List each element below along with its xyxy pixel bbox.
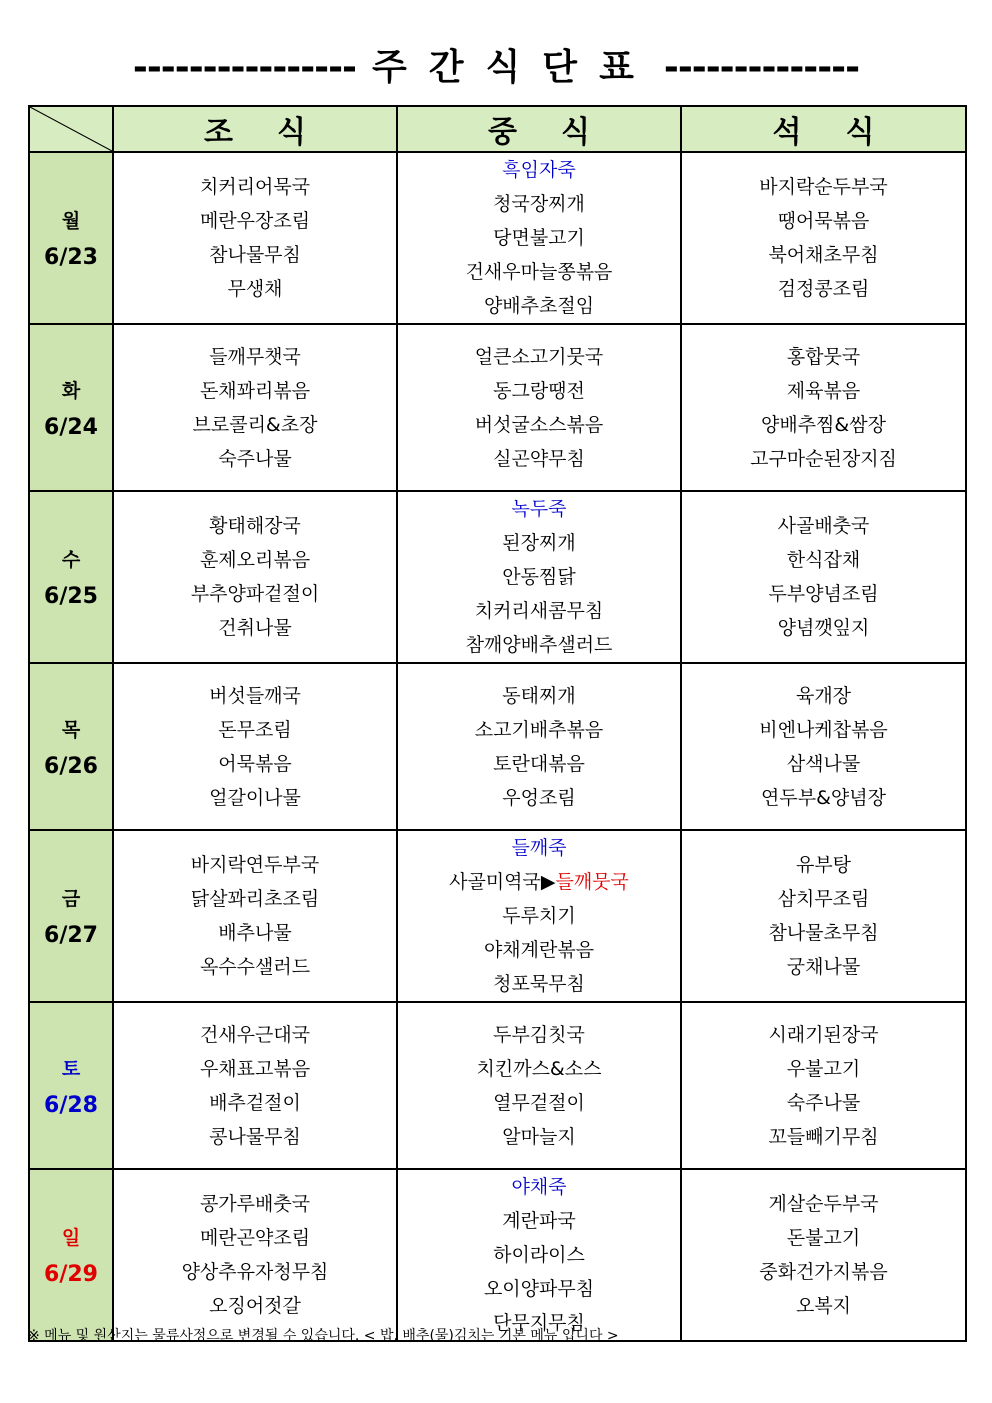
lunch-menu-item: 야채죽 (511, 1176, 567, 1198)
dinner-menu-item: 홍합뭇국 (786, 345, 861, 368)
page-title (28, 40, 964, 96)
menu-body (29, 152, 966, 1341)
lunch-cell (397, 1002, 681, 1169)
breakfast-menu-item: 배추나물 (218, 922, 292, 944)
breakfast-menu-item: 훈제오리볶음 (199, 549, 311, 571)
day-row (29, 1169, 966, 1341)
breakfast-cell (113, 663, 397, 830)
breakfast-menu-item: 메란우장조림 (199, 210, 311, 232)
day-row (29, 324, 966, 491)
day-row (29, 830, 966, 1002)
dinner-menu-item: 땡어묵볶음 (777, 210, 870, 232)
day-name: 수 (61, 549, 81, 571)
day-date: 6/25 (44, 584, 98, 609)
lunch-soup-original: 사골미역국▶ (449, 871, 556, 893)
lunch-menu-item: 열무겉절이 (493, 1091, 585, 1114)
breakfast-menu-item: 양상추유자청무침 (181, 1261, 329, 1283)
lunch-menu-item: 건새우마늘쫑볶음 (465, 261, 613, 283)
breakfast-cell (113, 491, 397, 663)
day-date: 6/24 (44, 414, 98, 440)
lunch-cell (397, 324, 681, 491)
breakfast-menu-item: 우채표고볶음 (199, 1057, 311, 1080)
lunch-cell (397, 830, 681, 1002)
dinner-menu-item: 게살순두부국 (768, 1193, 879, 1215)
dinner-menu-item: 삼치무조림 (777, 888, 870, 910)
dinner-cell (681, 1169, 966, 1341)
breakfast-menu-item: 돈무조림 (218, 718, 292, 741)
dinner-cell (681, 663, 966, 830)
day-name: 일 (61, 1227, 81, 1249)
dinner-menu-item: 두부양념조림 (768, 583, 879, 605)
header-row (29, 106, 966, 152)
day-name: 금 (61, 888, 81, 910)
day-date: 6/23 (44, 245, 98, 270)
day-cell (29, 830, 113, 1002)
lunch-cell (397, 491, 681, 663)
dinner-menu-item: 연두부&양념장 (761, 786, 886, 809)
dinner-menu-item: 양념깻잎지 (777, 617, 870, 639)
day-row (29, 1002, 966, 1169)
lunch-menu-item: 치커리새콤무침 (474, 600, 604, 622)
dinner-menu-item: 바지락순두부국 (759, 176, 888, 198)
breakfast-cell (113, 1169, 397, 1341)
lunch-cell (397, 663, 681, 830)
breakfast-menu-item: 콩가루배춧국 (199, 1193, 311, 1215)
diagonal-line-icon (30, 107, 112, 151)
breakfast-menu-item: 버섯들깨국 (209, 684, 301, 707)
breakfast-menu-item: 얼갈이나물 (209, 786, 301, 809)
title-dashes-right: -------------- (663, 47, 860, 88)
day-name: 목 (61, 718, 81, 741)
breakfast-menu-item: 콩나물무침 (209, 1125, 301, 1148)
lunch-menu-item: 양배추초절임 (483, 295, 595, 317)
breakfast-menu-item: 건새우근대국 (199, 1023, 311, 1046)
dinner-menu-item: 비엔나케찹볶음 (759, 718, 888, 741)
lunch-menu-item: 된장찌개 (502, 532, 576, 554)
dinner-cell (681, 1002, 966, 1169)
dinner-menu-item: 우불고기 (786, 1057, 861, 1080)
lunch-menu-item: 얼큰소고기뭇국 (474, 345, 604, 368)
dinner-cell (681, 491, 966, 663)
lunch-menu-item: 하이라이스 (493, 1244, 585, 1266)
breakfast-menu-item: 브로콜리&초장 (192, 413, 318, 436)
dinner-menu-item: 육개장 (795, 684, 852, 707)
dinner-menu-item: 궁채나물 (786, 956, 861, 978)
title-text: 주간식단표 (371, 47, 656, 88)
day-date: 6/26 (44, 753, 98, 779)
day-date: 6/27 (44, 923, 98, 948)
breakfast-menu-item: 옥수수샐러드 (199, 956, 311, 978)
breakfast-menu-item: 황태해장국 (209, 515, 301, 537)
day-date: 6/29 (44, 1262, 98, 1287)
lunch-menu-item: 치킨까스&소스 (476, 1057, 602, 1080)
lunch-menu-item: 야채계란볶음 (483, 939, 595, 961)
breakfast-menu-item: 어묵볶음 (218, 752, 292, 775)
lunch-menu-item: 참깨양배추샐러드 (465, 634, 613, 656)
day-row (29, 491, 966, 663)
breakfast-cell (113, 152, 397, 324)
day-cell (29, 1169, 113, 1341)
lunch-menu-item: 우엉조림 (502, 786, 576, 809)
lunch-menu-item: 실곤약무침 (493, 447, 585, 470)
day-date: 6/28 (44, 1092, 98, 1118)
dinner-menu-item: 시래기된장국 (768, 1023, 879, 1046)
dinner-menu-item: 돈불고기 (786, 1227, 861, 1249)
lunch-cell (397, 152, 681, 324)
breakfast-menu-item: 돈채꽈리볶음 (199, 379, 311, 402)
footnote: ※ 메뉴 및 원산지는 물류사정으로 변경될 수 있습니다. < 밥, 배추(물)김치는 기본 메뉴 입니다 > (28, 1328, 619, 1344)
dinner-menu-item: 오복지 (795, 1295, 852, 1317)
lunch-menu-item: 청국장찌개 (493, 193, 585, 215)
day-cell (29, 663, 113, 830)
dinner-menu-item: 숙주나물 (786, 1091, 861, 1114)
lunch-menu-item: 동그랑땡전 (493, 379, 585, 402)
header-lunch: 중식 (397, 106, 681, 152)
breakfast-menu-item: 닭살꽈리초조림 (190, 888, 320, 910)
header-dinner: 석식 (681, 106, 966, 152)
dinner-menu-item: 북어채초무침 (768, 244, 879, 266)
breakfast-menu-item: 참나물무침 (209, 244, 301, 266)
dinner-menu-item: 한식잡채 (786, 549, 861, 571)
dinner-cell (681, 830, 966, 1002)
lunch-menu-item: 오이양파무침 (483, 1278, 595, 1300)
lunch-menu-item (398, 865, 680, 899)
weekly-menu-table (28, 105, 967, 1342)
lunch-menu-item: 안동찜닭 (502, 566, 576, 588)
dinner-menu-item: 참나물초무침 (768, 922, 879, 944)
corner-cell (29, 106, 113, 152)
day-name: 토 (61, 1057, 81, 1080)
breakfast-menu-item: 바지락연두부국 (190, 854, 320, 876)
lunch-menu-item: 두부김칫국 (493, 1023, 585, 1046)
lunch-cell (397, 1169, 681, 1341)
day-cell (29, 324, 113, 491)
breakfast-menu-item: 치커리어묵국 (199, 176, 311, 198)
day-cell (29, 1002, 113, 1169)
breakfast-cell (113, 830, 397, 1002)
lunch-menu-item: 소고기배추볶음 (474, 718, 604, 741)
lunch-soup-replacement: 들깨뭇국 (555, 871, 629, 893)
dinner-menu-item: 검정콩조림 (777, 278, 870, 300)
dinner-menu-item: 제육볶음 (786, 379, 861, 402)
breakfast-menu-item: 건취나물 (218, 617, 292, 639)
breakfast-menu-item: 들깨무챗국 (209, 345, 301, 368)
dinner-menu-item: 유부탕 (795, 854, 852, 876)
dinner-menu-item: 삼색나물 (786, 752, 861, 775)
lunch-menu-item: 들깨죽 (511, 837, 567, 859)
dinner-menu-item: 중화건가지볶음 (759, 1261, 888, 1283)
dinner-cell (681, 324, 966, 491)
lunch-menu-item: 동태찌개 (502, 684, 576, 707)
lunch-menu-item: 청포묵무침 (493, 973, 585, 995)
breakfast-menu-item: 부추양파겉절이 (190, 583, 320, 605)
breakfast-menu-item: 배추겉절이 (209, 1091, 301, 1114)
breakfast-menu-item: 숙주나물 (218, 447, 292, 470)
dinner-menu-item: 꼬들빼기무침 (768, 1125, 879, 1148)
day-row (29, 152, 966, 324)
day-name: 월 (61, 210, 81, 232)
day-name: 화 (61, 379, 81, 402)
lunch-menu-item: 당면불고기 (493, 227, 585, 249)
breakfast-menu-item: 메란곤약조림 (199, 1227, 311, 1249)
lunch-menu-item: 단무지무침 (493, 1312, 585, 1334)
breakfast-cell (113, 324, 397, 491)
lunch-menu-item: 흑임자죽 (502, 159, 576, 181)
breakfast-cell (113, 1002, 397, 1169)
day-cell (29, 491, 113, 663)
dinner-menu-item: 고구마순된장지짐 (750, 447, 897, 470)
breakfast-menu-item: 무생채 (227, 278, 283, 300)
lunch-menu-item: 두루치기 (502, 905, 576, 927)
lunch-menu-item: 녹두죽 (511, 498, 567, 520)
title-dashes-left: ---------------- (132, 47, 356, 88)
dinner-menu-item: 양배추찜&쌈장 (761, 413, 886, 436)
lunch-menu-item: 알마늘지 (502, 1125, 576, 1148)
lunch-menu-item: 버섯굴소스볶음 (474, 413, 604, 436)
lunch-menu-item: 토란대볶음 (493, 752, 585, 775)
day-row (29, 663, 966, 830)
dinner-cell (681, 152, 966, 324)
dinner-menu-item: 사골배춧국 (777, 515, 870, 537)
breakfast-menu-item: 오징어젓갈 (209, 1295, 301, 1317)
lunch-menu-item: 계란파국 (502, 1210, 576, 1232)
day-cell (29, 152, 113, 324)
header-breakfast: 조식 (113, 106, 397, 152)
